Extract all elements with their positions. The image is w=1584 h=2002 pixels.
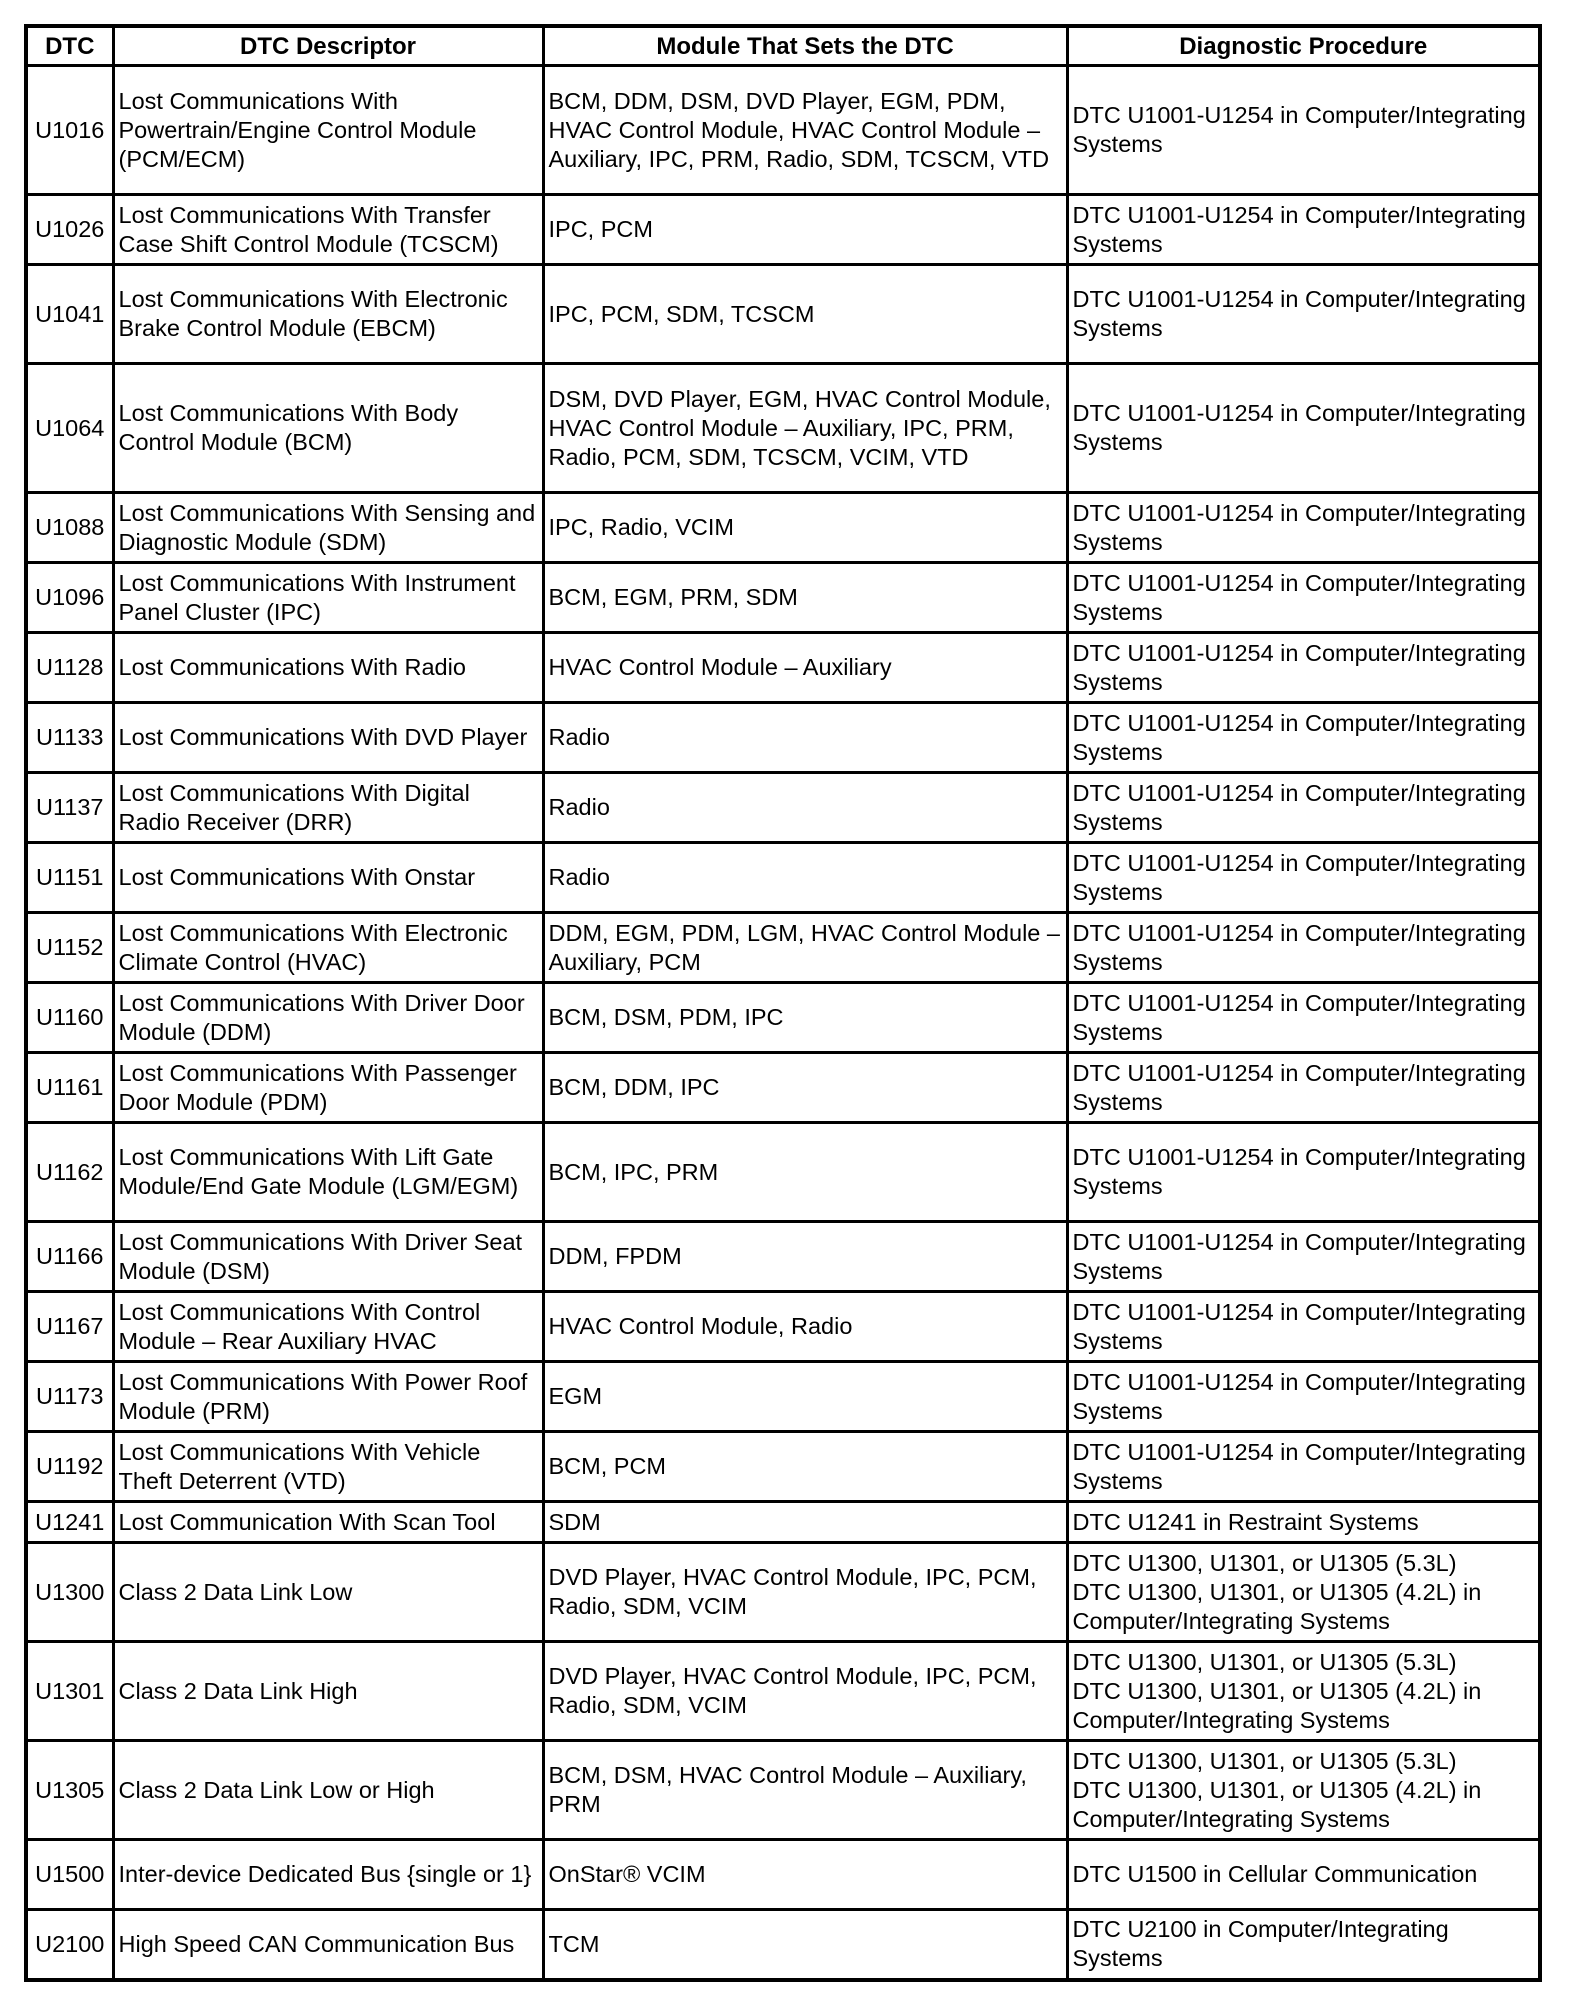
table-row: [26, 843, 1540, 913]
procedure-cell: DTC U1300, U1301, or U1305 (5.3L) DTC U1300, U1301, or U1305 (4.2L) in Computer/Integrating Systems: [1067, 1642, 1540, 1741]
procedure-cell: DTC U1001-U1254 in Computer/Integrating Systems: [1067, 493, 1540, 563]
procedure-cell: DTC U1001-U1254 in Computer/Integrating Systems: [1067, 913, 1540, 983]
dtc-code-cell: U1152: [26, 913, 113, 983]
table-row: [26, 1222, 1540, 1292]
table-row: [26, 563, 1540, 633]
dtc-descriptor-cell: Lost Communications With Sensing and Diagnostic Module (SDM): [113, 493, 543, 563]
dtc-code-cell: U1064: [26, 364, 113, 493]
table-row: [26, 195, 1540, 265]
dtc-descriptor-cell: Lost Communications With Driver Door Module (DDM): [113, 983, 543, 1053]
module-cell: EGM: [543, 1362, 1067, 1432]
procedure-cell: DTC U1001-U1254 in Computer/Integrating Systems: [1067, 364, 1540, 493]
dtc-descriptor-cell: Lost Communications With Electronic Brake Control Module (EBCM): [113, 265, 543, 364]
procedure-cell: DTC U1500 in Cellular Communication: [1067, 1840, 1540, 1910]
procedure-cell: DTC U2100 in Computer/Integrating Systems: [1067, 1910, 1540, 1980]
dtc-code-cell: U1301: [26, 1642, 113, 1741]
dtc-descriptor-cell: Lost Communications With Vehicle Theft Deterrent (VTD): [113, 1432, 543, 1502]
header-module: Module That Sets the DTC: [543, 26, 1067, 66]
table-row: [26, 913, 1540, 983]
table-row: [26, 1642, 1540, 1741]
table-body: [26, 66, 1540, 1980]
dtc-descriptor-cell: Lost Communications With Power Roof Module (PRM): [113, 1362, 543, 1432]
table-row: [26, 1741, 1540, 1840]
procedure-cell: DTC U1001-U1254 in Computer/Integrating Systems: [1067, 843, 1540, 913]
procedure-cell: DTC U1001-U1254 in Computer/Integrating Systems: [1067, 773, 1540, 843]
dtc-code-cell: U1162: [26, 1123, 113, 1222]
module-cell: IPC, PCM, SDM, TCSCM: [543, 265, 1067, 364]
procedure-cell: DTC U1001-U1254 in Computer/Integrating Systems: [1067, 633, 1540, 703]
module-cell: HVAC Control Module, Radio: [543, 1292, 1067, 1362]
dtc-descriptor-cell: Lost Communications With DVD Player: [113, 703, 543, 773]
dtc-code-cell: U2100: [26, 1910, 113, 1980]
procedure-cell: DTC U1300, U1301, or U1305 (5.3L) DTC U1300, U1301, or U1305 (4.2L) in Computer/Integrating Systems: [1067, 1543, 1540, 1642]
procedure-cell: DTC U1001-U1254 in Computer/Integrating Systems: [1067, 265, 1540, 364]
module-cell: OnStar® VCIM: [543, 1840, 1067, 1910]
procedure-cell: DTC U1001-U1254 in Computer/Integrating Systems: [1067, 1432, 1540, 1502]
table-row: [26, 1910, 1540, 1980]
module-cell: Radio: [543, 703, 1067, 773]
dtc-descriptor-cell: Lost Communications With Passenger Door Module (PDM): [113, 1053, 543, 1123]
module-cell: BCM, IPC, PRM: [543, 1123, 1067, 1222]
procedure-cell: DTC U1241 in Restraint Systems: [1067, 1502, 1540, 1543]
dtc-descriptor-cell: Lost Communications With Control Module – Rear Auxiliary HVAC: [113, 1292, 543, 1362]
dtc-code-cell: U1300: [26, 1543, 113, 1642]
module-cell: DDM, EGM, PDM, LGM, HVAC Control Module – Auxiliary, PCM: [543, 913, 1067, 983]
table-row: [26, 493, 1540, 563]
module-cell: BCM, DSM, HVAC Control Module – Auxiliary, PRM: [543, 1741, 1067, 1840]
dtc-descriptor-cell: Lost Communications With Driver Seat Module (DSM): [113, 1222, 543, 1292]
module-cell: Radio: [543, 843, 1067, 913]
table-row: [26, 1123, 1540, 1222]
table-row: [26, 1432, 1540, 1502]
table-row: [26, 1053, 1540, 1123]
procedure-cell: DTC U1001-U1254 in Computer/Integrating Systems: [1067, 66, 1540, 195]
table-row: [26, 66, 1540, 195]
dtc-descriptor-cell: Class 2 Data Link High: [113, 1642, 543, 1741]
procedure-cell: DTC U1001-U1254 in Computer/Integrating Systems: [1067, 983, 1540, 1053]
dtc-descriptor-cell: Class 2 Data Link Low: [113, 1543, 543, 1642]
procedure-cell: DTC U1300, U1301, or U1305 (5.3L) DTC U1300, U1301, or U1305 (4.2L) in Computer/Integrating Systems: [1067, 1741, 1540, 1840]
module-cell: BCM, DSM, PDM, IPC: [543, 983, 1067, 1053]
dtc-descriptor-cell: Lost Communication With Scan Tool: [113, 1502, 543, 1543]
dtc-descriptor-cell: Lost Communications With Lift Gate Module/End Gate Module (LGM/EGM): [113, 1123, 543, 1222]
procedure-cell: DTC U1001-U1254 in Computer/Integrating Systems: [1067, 1362, 1540, 1432]
dtc-descriptor-cell: High Speed CAN Communication Bus: [113, 1910, 543, 1980]
procedure-cell: DTC U1001-U1254 in Computer/Integrating Systems: [1067, 1292, 1540, 1362]
module-cell: DDM, FPDM: [543, 1222, 1067, 1292]
module-cell: DSM, DVD Player, EGM, HVAC Control Module, HVAC Control Module – Auxiliary, IPC, PRM, Radio, PCM, SDM, TCSCM, VCIM, VTD: [543, 364, 1067, 493]
table-row: [26, 633, 1540, 703]
procedure-cell: DTC U1001-U1254 in Computer/Integrating Systems: [1067, 703, 1540, 773]
header-dtc: DTC: [26, 26, 113, 66]
module-cell: DVD Player, HVAC Control Module, IPC, PCM, Radio, SDM, VCIM: [543, 1642, 1067, 1741]
dtc-code-cell: U1173: [26, 1362, 113, 1432]
dtc-code-cell: U1161: [26, 1053, 113, 1123]
table-header: [26, 26, 1540, 66]
table-row: [26, 773, 1540, 843]
module-cell: BCM, DDM, IPC: [543, 1053, 1067, 1123]
dtc-code-cell: U1128: [26, 633, 113, 703]
module-cell: Radio: [543, 773, 1067, 843]
dtc-code-cell: U1305: [26, 1741, 113, 1840]
dtc-descriptor-cell: Inter-device Dedicated Bus {single or 1}: [113, 1840, 543, 1910]
dtc-code-cell: U1151: [26, 843, 113, 913]
dtc-code-cell: U1137: [26, 773, 113, 843]
dtc-table: [24, 24, 1542, 1982]
dtc-code-cell: U1096: [26, 563, 113, 633]
dtc-descriptor-cell: Lost Communications With Transfer Case Shift Control Module (TCSCM): [113, 195, 543, 265]
table-row: [26, 1543, 1540, 1642]
module-cell: SDM: [543, 1502, 1067, 1543]
table-row: [26, 265, 1540, 364]
header-descriptor: DTC Descriptor: [113, 26, 543, 66]
header-row: [26, 26, 1540, 66]
dtc-code-cell: U1026: [26, 195, 113, 265]
module-cell: BCM, EGM, PRM, SDM: [543, 563, 1067, 633]
module-cell: BCM, DDM, DSM, DVD Player, EGM, PDM, HVAC Control Module, HVAC Control Module – Auxiliary, IPC, PRM, Radio, SDM, TCSCM, VTD: [543, 66, 1067, 195]
module-cell: BCM, PCM: [543, 1432, 1067, 1502]
dtc-code-cell: U1500: [26, 1840, 113, 1910]
header-procedure: Diagnostic Procedure: [1067, 26, 1540, 66]
procedure-cell: DTC U1001-U1254 in Computer/Integrating Systems: [1067, 1123, 1540, 1222]
procedure-cell: DTC U1001-U1254 in Computer/Integrating Systems: [1067, 1222, 1540, 1292]
table-row: [26, 1292, 1540, 1362]
dtc-code-cell: U1166: [26, 1222, 113, 1292]
dtc-code-cell: U1160: [26, 983, 113, 1053]
module-cell: TCM: [543, 1910, 1067, 1980]
dtc-descriptor-cell: Lost Communications With Body Control Module (BCM): [113, 364, 543, 493]
module-cell: IPC, Radio, VCIM: [543, 493, 1067, 563]
dtc-descriptor-cell: Lost Communications With Radio: [113, 633, 543, 703]
table-row: [26, 1502, 1540, 1543]
dtc-code-cell: U1041: [26, 265, 113, 364]
table-row: [26, 364, 1540, 493]
dtc-descriptor-cell: Class 2 Data Link Low or High: [113, 1741, 543, 1840]
dtc-descriptor-cell: Lost Communications With Instrument Panel Cluster (IPC): [113, 563, 543, 633]
procedure-cell: DTC U1001-U1254 in Computer/Integrating Systems: [1067, 1053, 1540, 1123]
dtc-descriptor-cell: Lost Communications With Electronic Climate Control (HVAC): [113, 913, 543, 983]
dtc-code-cell: U1167: [26, 1292, 113, 1362]
dtc-code-cell: U1192: [26, 1432, 113, 1502]
module-cell: DVD Player, HVAC Control Module, IPC, PCM, Radio, SDM, VCIM: [543, 1543, 1067, 1642]
module-cell: HVAC Control Module – Auxiliary: [543, 633, 1067, 703]
dtc-descriptor-cell: Lost Communications With Digital Radio Receiver (DRR): [113, 773, 543, 843]
table-row: [26, 703, 1540, 773]
procedure-cell: DTC U1001-U1254 in Computer/Integrating Systems: [1067, 195, 1540, 265]
dtc-code-cell: U1016: [26, 66, 113, 195]
dtc-code-cell: U1088: [26, 493, 113, 563]
dtc-descriptor-cell: Lost Communications With Powertrain/Engine Control Module (PCM/ECM): [113, 66, 543, 195]
procedure-cell: DTC U1001-U1254 in Computer/Integrating Systems: [1067, 563, 1540, 633]
dtc-code-cell: U1133: [26, 703, 113, 773]
dtc-code-cell: U1241: [26, 1502, 113, 1543]
table-row: [26, 983, 1540, 1053]
dtc-descriptor-cell: Lost Communications With Onstar: [113, 843, 543, 913]
table-row: [26, 1362, 1540, 1432]
table-row: [26, 1840, 1540, 1910]
module-cell: IPC, PCM: [543, 195, 1067, 265]
